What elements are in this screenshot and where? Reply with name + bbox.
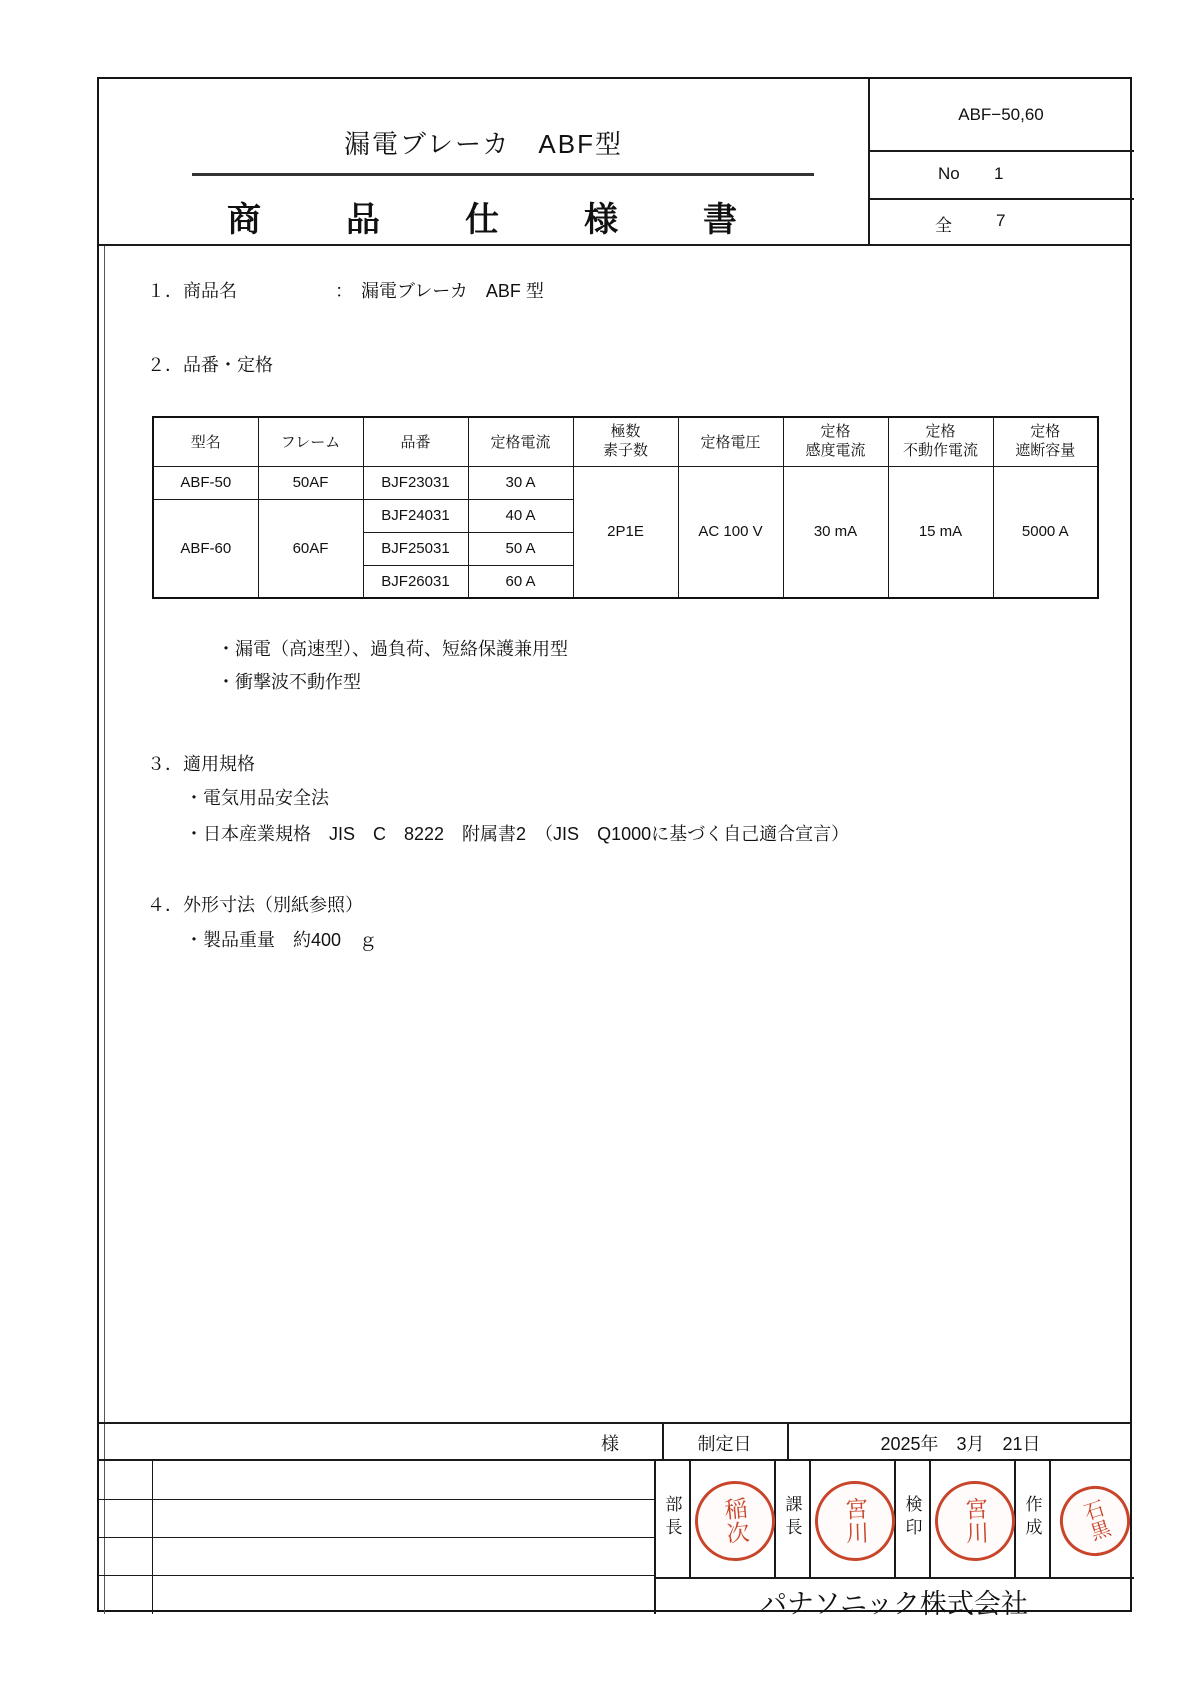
col-header-poles-line2: 素子数 [602, 441, 648, 459]
col-header-non-operating-line1: 定格 [925, 423, 956, 440]
section2-note: ・衝撃波不動作型 [217, 672, 361, 692]
revision-row-line [99, 1575, 655, 1576]
approval-role-section-manager: 課長 [782, 1495, 802, 1541]
stamp-cell-divider [929, 1459, 931, 1577]
col-header-non-operating [888, 417, 993, 466]
stamp-name: 宮川 [961, 1496, 990, 1546]
col-header-poles-line1: 極数 [610, 423, 641, 440]
col-header-sensitivity [783, 417, 888, 466]
header-bottom-line [99, 244, 1130, 246]
section1-heading: １．商品名 [147, 281, 237, 301]
stamp-name: 宮川 [841, 1496, 870, 1546]
table-row [153, 466, 1098, 499]
document-title: 商品仕様書 [227, 201, 822, 239]
total-pages-label: 全 [935, 216, 952, 235]
binding-margin-line [104, 246, 105, 1614]
footer-divider [99, 1459, 1130, 1461]
cell-frame-60af: 60AF [258, 499, 363, 598]
section3-item: ・電気用品安全法 [185, 788, 329, 808]
revision-row-line [99, 1499, 655, 1500]
cell-model-abf60: ABF-60 [153, 499, 258, 598]
col-header-breaking-capacity-line1: 定格 [1030, 423, 1061, 440]
section4-heading: ４．外形寸法（別紙参照） [147, 895, 363, 915]
col-header-poles [573, 417, 678, 466]
established-date-label: 制定日 [697, 1434, 752, 1454]
approval-role-department-manager: 部長 [662, 1495, 682, 1541]
col-header-breaking-capacity [993, 417, 1098, 466]
spec-table-header-row [153, 417, 1098, 466]
col-header-rated-voltage: 定格電圧 [678, 417, 783, 466]
approval-stamp [934, 1480, 1017, 1563]
cell-part-no: BJF23031 [363, 466, 468, 499]
cell-voltage: AC 100 V [678, 466, 783, 598]
revision-row-line [99, 1537, 655, 1538]
doc-code: ABF−50,60 [958, 104, 1044, 124]
cell-part-no: BJF25031 [363, 532, 468, 565]
cell-poles: 2P1E [573, 466, 678, 598]
col-header-sensitivity-line1: 定格 [820, 423, 851, 440]
section3-heading: ３．適用規格 [147, 754, 255, 774]
stamp-name: 稲次 [720, 1495, 751, 1546]
cell-frame-50af: 50AF [258, 466, 363, 499]
cell-model-abf50: ABF-50 [153, 466, 258, 499]
page-no-label: No [938, 164, 960, 183]
col-header-frame: フレーム [258, 417, 363, 466]
cell-sensitivity: 30 mA [783, 466, 888, 598]
section2-heading: ２．品番・定格 [147, 355, 273, 375]
stamp-name: 石黒 [1078, 1497, 1112, 1545]
footer-top-line [99, 1422, 1130, 1424]
cell-rated-current: 50 A [468, 532, 573, 565]
section2-note: ・漏電（高速型）、過負荷、短絡保護兼用型 [217, 639, 568, 659]
approval-role-author: 作成 [1022, 1495, 1042, 1541]
stamp-cell-divider [809, 1459, 811, 1577]
section3-item: ・日本産業規格 JIS C 8222 附属書2 （JIS Q1000に基づく自己適合宣言） [185, 824, 850, 844]
stamp-cell-divider [689, 1459, 691, 1577]
stamp-cell-divider [1049, 1459, 1051, 1577]
product-title: 漏電ブレーカ ABF型 [343, 129, 623, 159]
document-border [97, 77, 1132, 1619]
cell-breaking-capacity: 5000 A [993, 466, 1098, 598]
approval-stamp [692, 1478, 779, 1565]
company-name: パナソニック株式会社 [759, 1589, 1029, 1619]
spec-table [152, 416, 1099, 599]
col-header-part-no: 品番 [363, 417, 468, 466]
footer-divider [654, 1577, 1134, 1579]
approval-stamp [814, 1480, 897, 1563]
section1-separator: ： [335, 281, 353, 301]
col-header-sensitivity-line2: 感度電流 [805, 441, 866, 459]
col-header-rated-current: 定格電流 [468, 417, 573, 466]
total-pages-value: 7 [996, 211, 1006, 230]
established-date-value: 2025年 3月 21日 [880, 1434, 1041, 1454]
approval-role-inspection: 検印 [902, 1495, 922, 1541]
approval-stamp [1051, 1477, 1139, 1565]
header-row-line [868, 198, 1134, 200]
col-header-non-operating-line2: 不動作電流 [902, 441, 978, 459]
section1-value: 漏電ブレーカ ABF 型 [361, 281, 544, 301]
cell-rated-current: 40 A [468, 499, 573, 532]
col-header-model: 型名 [153, 417, 258, 466]
addressee-suffix: 様 [601, 1434, 619, 1454]
cell-non-operating: 15 mA [888, 466, 993, 598]
cell-rated-current: 30 A [468, 466, 573, 499]
header-row-line [868, 150, 1134, 152]
col-header-breaking-capacity-line2: 遮断容量 [1015, 441, 1076, 459]
title-underline [192, 173, 814, 176]
cell-part-no: BJF24031 [363, 499, 468, 532]
cell-part-no: BJF26031 [363, 565, 468, 598]
page-no-value: 1 [994, 164, 1004, 183]
cell-rated-current: 60 A [468, 565, 573, 598]
section4-item: ・製品重量 約400 ｇ [185, 930, 378, 950]
